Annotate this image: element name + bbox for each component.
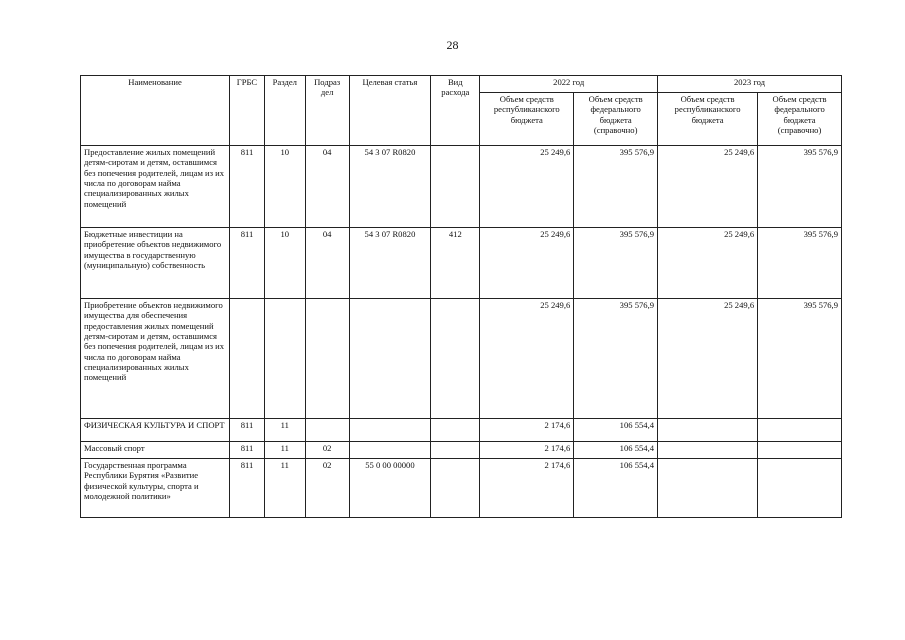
row-name: Массовый спорт — [81, 442, 230, 459]
row-subsection: 02 — [305, 459, 349, 518]
row-name: Приобретение объектов недвижимого имущества для обеспечения предоставления жилых помещений детям-сиротам и детям, оставшимся без попечения родителей, лицам из их числа по договорам найма специализированных жилых помещений — [81, 299, 230, 419]
header-section: Раздел — [264, 76, 305, 146]
row-target: 55 0 00 00000 — [349, 459, 431, 518]
row-grbs — [230, 299, 265, 419]
table-row — [81, 442, 842, 459]
row-grbs: 811 — [230, 419, 265, 442]
row-fed-2023: 395 576,9 — [758, 146, 842, 228]
header-rep-budget-2023: Объем средств республиканского бюджета — [658, 93, 758, 146]
row-fed-2023 — [758, 459, 842, 518]
row-fed-2022: 106 554,4 — [574, 459, 658, 518]
header-rep-budget-2022: Объем средств республиканского бюджета — [480, 93, 574, 146]
row-fed-2022: 106 554,4 — [574, 419, 658, 442]
row-expense-type — [431, 459, 480, 518]
header-year-2023: 2023 год — [658, 76, 842, 93]
header-grbs: ГРБС — [230, 76, 265, 146]
row-rep-2023 — [658, 442, 758, 459]
row-rep-2022: 25 249,6 — [480, 146, 574, 228]
table-row — [81, 228, 842, 299]
row-subsection: 02 — [305, 442, 349, 459]
row-target — [349, 299, 431, 419]
row-rep-2023 — [658, 459, 758, 518]
row-fed-2023: 395 576,9 — [758, 228, 842, 299]
row-rep-2023 — [658, 419, 758, 442]
header-year-2022: 2022 год — [480, 76, 658, 93]
row-subsection: 04 — [305, 146, 349, 228]
row-grbs: 811 — [230, 459, 265, 518]
header-name: Наименование — [81, 76, 230, 146]
row-grbs: 811 — [230, 146, 265, 228]
row-rep-2022: 25 249,6 — [480, 228, 574, 299]
table-row — [81, 146, 842, 228]
row-fed-2022: 395 576,9 — [574, 299, 658, 419]
row-subsection — [305, 299, 349, 419]
page-number: 28 — [446, 38, 459, 52]
row-section: 11 — [264, 419, 305, 442]
row-rep-2023: 25 249,6 — [658, 299, 758, 419]
header-target: Целевая статья — [349, 76, 431, 146]
row-target: 54 3 07 R0820 — [349, 146, 431, 228]
row-subsection: 04 — [305, 228, 349, 299]
header-fed-budget-2022: Объем средств федерального бюджета (справочно) — [574, 93, 658, 146]
row-target — [349, 442, 431, 459]
row-target: 54 3 07 R0820 — [349, 228, 431, 299]
row-fed-2022: 395 576,9 — [574, 228, 658, 299]
row-fed-2023: 395 576,9 — [758, 299, 842, 419]
row-section: 10 — [264, 146, 305, 228]
row-rep-2023: 25 249,6 — [658, 228, 758, 299]
table-row — [81, 419, 842, 442]
row-fed-2022: 106 554,4 — [574, 442, 658, 459]
row-section — [264, 299, 305, 419]
row-fed-2023 — [758, 442, 842, 459]
row-rep-2022: 2 174,6 — [480, 459, 574, 518]
row-expense-type: 412 — [431, 228, 480, 299]
row-rep-2022: 25 249,6 — [480, 299, 574, 419]
row-rep-2022: 2 174,6 — [480, 442, 574, 459]
row-fed-2022: 395 576,9 — [574, 146, 658, 228]
row-grbs: 811 — [230, 442, 265, 459]
row-expense-type — [431, 442, 480, 459]
header-subsection: Подраз дел — [305, 76, 349, 146]
row-subsection — [305, 419, 349, 442]
row-rep-2022: 2 174,6 — [480, 419, 574, 442]
header-expense-type: Вид расхода — [431, 76, 480, 146]
header-fed-budget-2023: Объем средств федерального бюджета (справочно) — [758, 93, 842, 146]
row-section: 11 — [264, 459, 305, 518]
row-expense-type — [431, 419, 480, 442]
row-name: Государственная программа Республики Бурятия «Развитие физической культуры, спорта и молодежной политики» — [81, 459, 230, 518]
row-section: 11 — [264, 442, 305, 459]
row-name: ФИЗИЧЕСКАЯ КУЛЬТУРА И СПОРТ — [81, 419, 230, 442]
row-expense-type — [431, 146, 480, 228]
table-row — [81, 299, 842, 419]
row-grbs: 811 — [230, 228, 265, 299]
budget-table — [80, 75, 842, 518]
row-name: Бюджетные инвестиции на приобретение объектов недвижимого имущества в государственную (муниципальную) собственность — [81, 228, 230, 299]
row-fed-2023 — [758, 419, 842, 442]
row-expense-type — [431, 299, 480, 419]
row-name: Предоставление жилых помещений детям-сиротам и детям, оставшимся без попечения родителей, лицам из их числа по договорам найма специализированных жилых помещений — [81, 146, 230, 228]
row-target — [349, 419, 431, 442]
row-section: 10 — [264, 228, 305, 299]
table-row — [81, 459, 842, 518]
row-rep-2023: 25 249,6 — [658, 146, 758, 228]
